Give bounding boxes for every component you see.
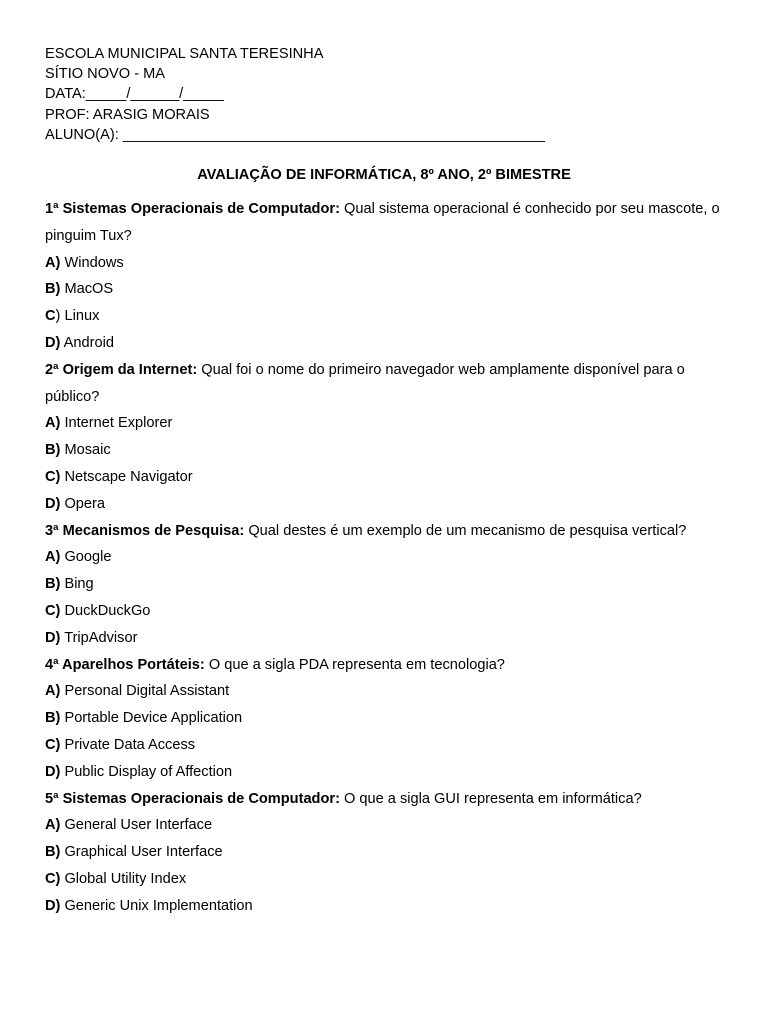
option-b <box>45 705 725 732</box>
option-text: DuckDuckGo <box>60 602 151 619</box>
question-body: Qual destes é um exemplo de um mecanismo de pesquisa vertical? <box>244 522 687 539</box>
question-heading: 1ª Sistemas Operacionais de Computador: <box>45 201 340 218</box>
option-letter: B) <box>45 576 61 593</box>
question-text <box>45 518 725 545</box>
option-text: Windows <box>60 254 124 271</box>
option-letter: C) <box>45 870 61 887</box>
option-text: Portable Device Application <box>60 710 243 727</box>
option-letter: C <box>45 308 56 325</box>
option-d <box>45 893 725 920</box>
question-body: O que a sigla GUI representa em informática? <box>339 790 642 807</box>
question-body: Qual foi o nome do primeiro navegador web amplamente disponível para o público? <box>45 361 685 405</box>
question-5 <box>45 786 725 920</box>
option-c <box>45 732 725 759</box>
option-letter: D) <box>45 629 61 646</box>
question-body: Qual sistema operacional é conhecido por seu mascote, o pinguim Tux? <box>45 201 720 244</box>
question-heading: 5ª Sistemas Operacionais de Computador: <box>45 790 340 807</box>
option-text: Private Data Access <box>60 736 196 753</box>
option-letter: A) <box>45 254 61 271</box>
option-letter: C) <box>45 468 61 485</box>
option-text: Bing <box>60 576 94 593</box>
option-text: Internet Explorer <box>60 415 173 432</box>
option-text: Android <box>60 335 114 351</box>
option-letter: B) <box>45 710 61 727</box>
option-a <box>45 544 725 571</box>
question-4 <box>45 652 725 786</box>
option-letter: B) <box>45 442 61 459</box>
question-text <box>45 652 725 679</box>
option-a <box>45 678 725 705</box>
option-b <box>45 437 725 464</box>
option-text: Google <box>60 549 112 566</box>
question-heading: 2ª Origem da Internet: <box>45 361 198 378</box>
option-text: TripAdvisor <box>60 629 138 646</box>
student-line: ALUNO(A): ____________________________________________________ <box>45 126 545 143</box>
question-text <box>45 786 725 813</box>
option-a <box>45 250 725 277</box>
option-c <box>45 866 725 893</box>
option-text: Generic Unix Implementation <box>60 897 253 914</box>
option-letter: B) <box>45 281 61 298</box>
school-city: SÍTIO NOVO - MA <box>45 66 165 83</box>
question-heading: 3ª Mecanismos de Pesquisa: <box>45 522 245 539</box>
exam-title: AVALIAÇÃO DE INFORMÁTICA, 8º ANO, 2º BIMESTRE <box>197 167 571 184</box>
option-text: Global Utility Index <box>60 870 187 887</box>
document-page <box>45 44 725 920</box>
option-c <box>45 598 725 625</box>
teacher-line: PROF: ARASIG MORAIS <box>45 106 210 123</box>
option-letter: A) <box>45 415 61 432</box>
option-letter: D) <box>45 495 61 512</box>
option-letter: C) <box>45 736 61 753</box>
option-text: Opera <box>60 495 106 512</box>
option-d <box>45 625 725 652</box>
option-letter: A) <box>45 549 61 566</box>
option-letter-suffix: ) <box>55 308 61 325</box>
option-c <box>45 464 725 491</box>
option-letter: B) <box>45 844 61 861</box>
option-d <box>45 759 725 786</box>
question-1 <box>45 196 725 357</box>
option-a <box>45 410 725 437</box>
option-b <box>45 839 725 866</box>
option-text: Public Display of Affection <box>60 763 233 780</box>
option-text: MacOS <box>60 281 114 298</box>
option-text: Mosaic <box>60 442 111 459</box>
question-3 <box>45 518 725 652</box>
question-heading: 4ª Aparelhos Portáteis: <box>45 656 205 673</box>
option-letter: C) <box>45 602 61 619</box>
option-text: Netscape Navigator <box>60 468 193 485</box>
option-letter: D) <box>45 897 61 914</box>
option-letter: A) <box>45 817 61 834</box>
option-b <box>45 276 725 303</box>
option-b <box>45 571 725 598</box>
option-text: Linux <box>60 308 100 325</box>
school-name: ESCOLA MUNICIPAL SANTA TERESINHA <box>45 46 324 62</box>
date-line: DATA:_____/______/_____ <box>45 86 224 103</box>
option-c <box>45 303 725 330</box>
question-text <box>45 196 725 250</box>
question-list <box>45 196 725 920</box>
option-a <box>45 812 725 839</box>
question-body: O que a sigla PDA representa em tecnologia? <box>204 656 505 673</box>
option-text: Personal Digital Assistant <box>60 683 230 700</box>
option-letter: D) <box>45 335 61 351</box>
question-text <box>45 357 725 411</box>
option-text: Graphical User Interface <box>60 844 223 861</box>
question-2 <box>45 357 725 518</box>
option-letter: D) <box>45 763 61 780</box>
option-d <box>45 330 725 357</box>
option-d <box>45 491 725 518</box>
option-letter: A) <box>45 683 61 700</box>
option-text: General User Interface <box>60 817 213 834</box>
